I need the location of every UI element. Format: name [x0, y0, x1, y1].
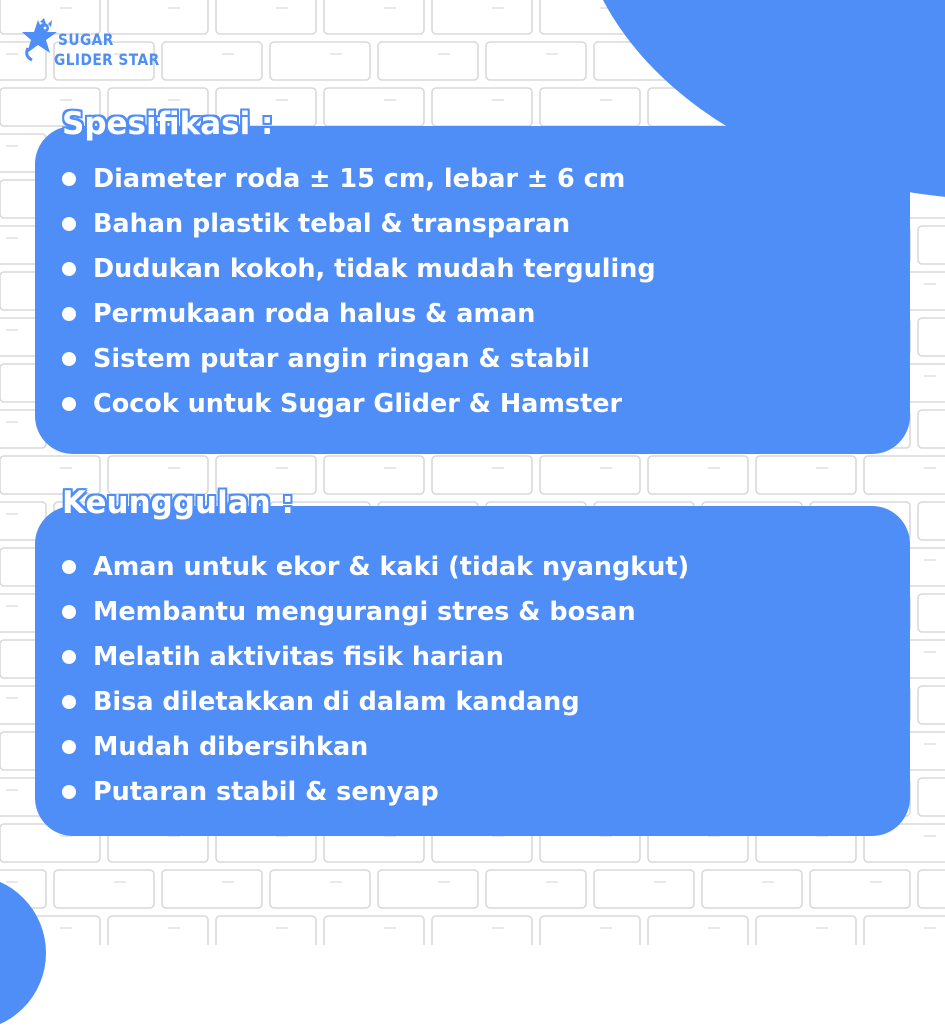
- advantage-item: [62, 544, 701, 589]
- brick: [432, 0, 532, 34]
- brick: [540, 916, 640, 945]
- brick: [864, 916, 945, 945]
- advantage-item: [62, 769, 701, 814]
- brick: [756, 916, 856, 945]
- brick: [378, 870, 478, 908]
- brick: [378, 42, 478, 80]
- brick: [756, 456, 856, 494]
- brick: [918, 778, 945, 816]
- brick: [594, 870, 694, 908]
- spec-item: [62, 291, 667, 336]
- brick: [486, 870, 586, 908]
- advantage-item: [62, 679, 701, 724]
- brick: [324, 456, 424, 494]
- brick: [324, 88, 424, 126]
- spec-item: [62, 246, 667, 291]
- spec-item-text: Dudukan kokoh, tidak mudah terguling: [93, 253, 656, 284]
- brick: [486, 42, 586, 80]
- bullet-icon: [62, 785, 76, 799]
- brick: [540, 456, 640, 494]
- spec-item-text: Permukaan roda halus & aman: [93, 298, 536, 329]
- advantage-item-text: Bisa diletakkan di dalam kandang: [93, 686, 580, 717]
- brand-name-line1: SUGAR: [58, 30, 114, 49]
- bullet-icon: [62, 217, 76, 231]
- spec-item-text: Bahan plastik tebal & transparan: [93, 208, 571, 239]
- bullet-icon: [62, 352, 76, 366]
- advantage-item: [62, 724, 701, 769]
- brick: [324, 0, 424, 34]
- brick: [54, 870, 154, 908]
- brick: [162, 42, 262, 80]
- advantage-item-text: Mudah dibersihkan: [93, 731, 369, 762]
- spec-item: [62, 201, 667, 246]
- specifications-heading: Spesifikasi :: [62, 106, 274, 142]
- spec-item: [62, 336, 667, 381]
- brick: [432, 916, 532, 945]
- brick: [108, 916, 208, 945]
- bullet-icon: [62, 560, 76, 574]
- brick: [270, 42, 370, 80]
- brick: [864, 456, 945, 494]
- brick: [270, 870, 370, 908]
- bullet-icon: [62, 695, 76, 709]
- brick: [432, 456, 532, 494]
- brick: [918, 502, 945, 540]
- brand-name-line2: GLIDER STAR: [54, 50, 160, 69]
- brick: [162, 870, 262, 908]
- specifications-list: [62, 156, 667, 426]
- bullet-icon: [62, 307, 76, 321]
- advantage-item: [62, 634, 701, 679]
- spec-item: [62, 156, 667, 201]
- bullet-icon: [62, 172, 76, 186]
- spec-item-text: Sistem putar angin ringan & stabil: [93, 343, 590, 374]
- bullet-icon: [62, 740, 76, 754]
- brick: [432, 88, 532, 126]
- brick: [918, 594, 945, 632]
- brick: [216, 0, 316, 34]
- bullet-icon: [62, 605, 76, 619]
- bullet-icon: [62, 397, 76, 411]
- brick: [540, 88, 640, 126]
- spec-item-text: Diameter roda ± 15 cm, lebar ± 6 cm: [93, 163, 626, 194]
- brick: [918, 226, 945, 264]
- spec-item: [62, 381, 667, 426]
- bullet-icon: [62, 650, 76, 664]
- advantage-item-text: Membantu mengurangi stres & bosan: [93, 596, 636, 627]
- brick: [918, 318, 945, 356]
- advantages-list: [62, 544, 701, 814]
- brand-logo: [22, 18, 160, 74]
- advantage-item-text: Putaran stabil & senyap: [93, 776, 439, 807]
- brick: [324, 916, 424, 945]
- brick: [216, 916, 316, 945]
- advantage-item: [62, 589, 701, 634]
- brick: [648, 456, 748, 494]
- advantage-item-text: Melatih aktivitas fisik harian: [93, 641, 504, 672]
- brick: [918, 410, 945, 448]
- spec-item-text: Cocok untuk Sugar Glider & Hamster: [93, 388, 623, 419]
- brick: [648, 916, 748, 945]
- advantages-heading: Keunggulan :: [62, 485, 294, 521]
- brick: [702, 870, 802, 908]
- bullet-icon: [62, 262, 76, 276]
- brick: [918, 870, 945, 908]
- brick: [918, 686, 945, 724]
- advantage-item-text: Aman untuk ekor & kaki (tidak nyangkut): [93, 551, 690, 582]
- brick: [810, 870, 910, 908]
